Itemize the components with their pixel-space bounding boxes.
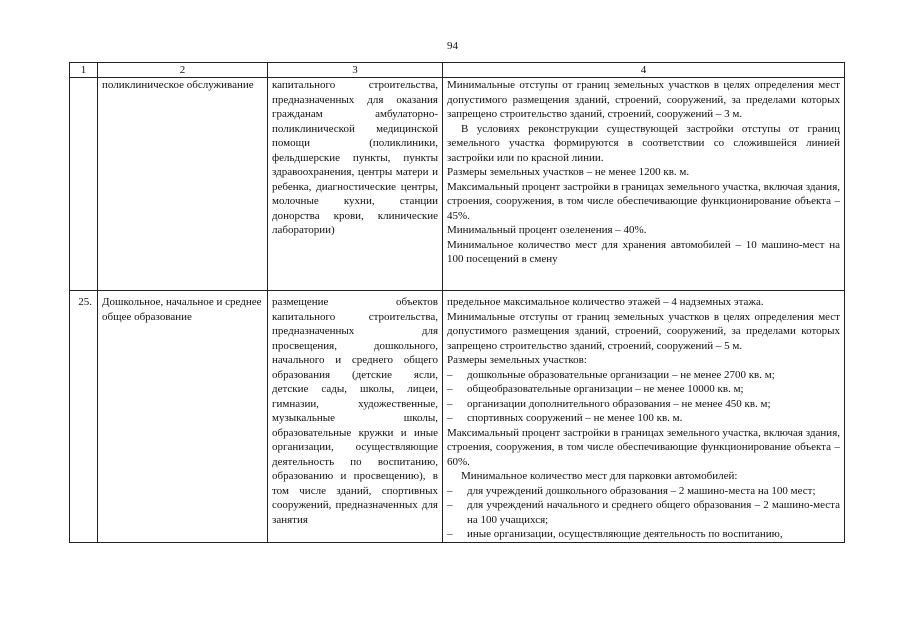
header-col-4: 4 [443, 63, 845, 78]
parking-item: – иные организации, осуществляющие деятельность по воспитанию, [447, 527, 840, 542]
parking-item: – для учреждений дошкольного образования – 2 машино-места на 100 мест; [447, 484, 840, 499]
regulations-table [69, 62, 845, 543]
parking-heading: Минимальное количество мест для парковки автомобилей: [461, 470, 738, 482]
row-number [70, 78, 98, 291]
setback-paragraph: Минимальные отступы от границ земельных участков в целях определения мест допустимого размещения зданий, строений, сооружений, за пределами которых запрещено строительство зданий, строений, сооружений – 5 м. [447, 310, 840, 352]
plot-size-item: – организации дополнительного образования – не менее 450 кв. м; [447, 397, 840, 412]
parameters-cell [443, 78, 845, 291]
floors-paragraph: предельное максимальное количество этажей – 4 надземных этажа. [447, 296, 764, 308]
plot-sizes-heading: Размеры земельных участков: [447, 354, 587, 366]
header-col-3: 3 [268, 63, 443, 78]
header-col-2: 2 [98, 63, 268, 78]
parking-item: – для учреждений начального и среднего общего образования – 2 машино-места на 100 учащихся; [447, 498, 840, 527]
use-type-name: Дошкольное, начальное и среднее общее образование [98, 291, 268, 543]
greening-paragraph: Минимальный процент озеленения – 40%. [447, 224, 647, 236]
use-type-description: размещение объектов капитального строительства, предназначенных для просвещения, дошкольного, начального и среднего общего образования (детские ясли, детские сады, школы, лицеи, гимназии, художественные, музыкальные школы, образовательные кружки и иные организации, осуществляющие деятельность по воспитанию, образованию и просвещению), в том числе зданий, спортивных сооружений, предназначенных для занятия [268, 291, 443, 543]
parameters-cell [443, 291, 845, 543]
max-coverage-paragraph: Максимальный процент застройки в границах земельного участка, включая здания, строения, сооружения, в том числе обеспечивающие функционирование объекта – 45%. [447, 180, 840, 222]
table-row [70, 78, 845, 291]
header-col-1: 1 [70, 63, 98, 78]
max-coverage-paragraph: Максимальный процент застройки в границах земельного участка, включая здания, строения, сооружения, в том числе обеспечивающие функционирование объекта – 60%. [447, 426, 840, 468]
use-type-name: поликлиническое обслуживание [98, 78, 268, 291]
parking-paragraph: Минимальное количество мест для хранения автомобилей – 10 машино-мест на 100 посещений в смену [447, 238, 840, 265]
setback-paragraph: Минимальные отступы от границ земельных участков в целях определения мест допустимого размещения зданий, строений, сооружений, за пределами которых запрещено строительство зданий, строений, сооружений – 3 м. [447, 79, 840, 120]
plot-size-item: – дошкольные образовательные организации – не менее 2700 кв. м; [447, 368, 840, 383]
plot-size-item: – спортивных сооружений – не менее 100 кв. м. [447, 411, 840, 426]
table-header-row [70, 63, 845, 78]
page-number: 94 [447, 40, 458, 52]
use-type-description: капитального строительства, предназначенных для оказания гражданам амбулаторно-поликлинической медицинской помощи (поликлиники, фельдшерские пункты, пункты здравоохранения, центры матери и ребенка, диагностические центры, молочные кухни, станции донорства крови, клинические лаборатории) [268, 78, 443, 291]
plot-size-paragraph: Размеры земельных участков – не менее 1200 кв. м. [447, 166, 690, 178]
table-row [70, 291, 845, 543]
plot-size-item: – общеобразовательные организации – не менее 10000 кв. м; [447, 382, 840, 397]
row-number: 25. [70, 291, 98, 543]
reconstruction-paragraph: В условиях реконструкции существующей застройки отступы от границ земельного участка формируются в соответствии со сложившейся линией застройки или по красной линии. [447, 122, 840, 164]
